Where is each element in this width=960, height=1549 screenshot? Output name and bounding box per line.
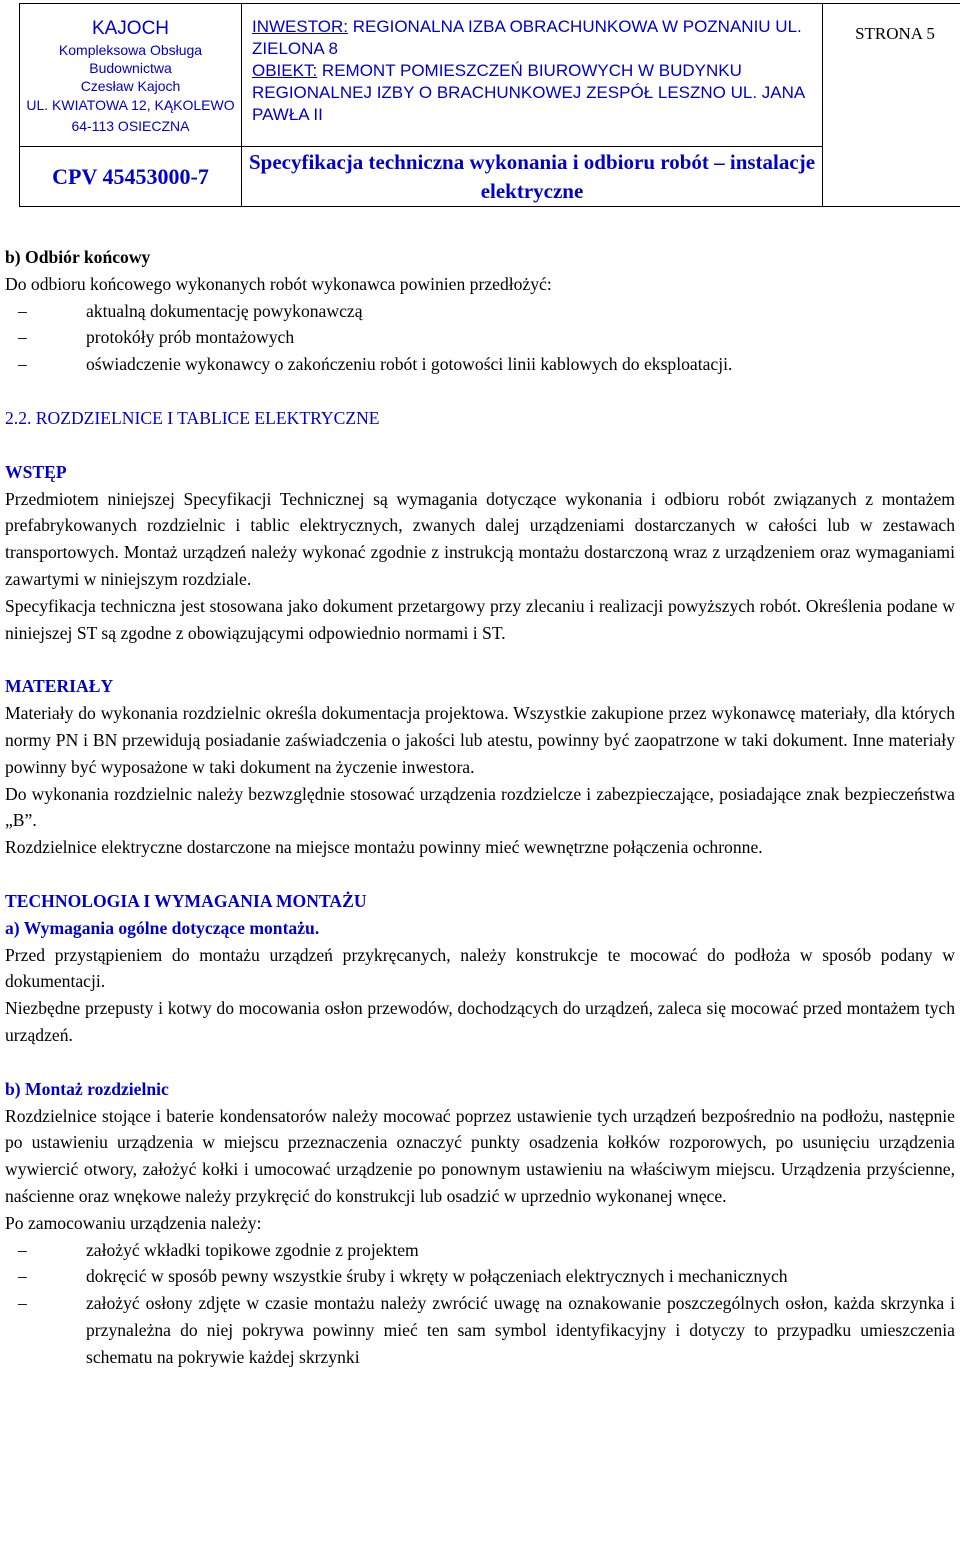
montaz-heading: b) Montaż rozdzielnic xyxy=(5,1078,169,1099)
investor-text: REGIONALNA IZBA OBRACHUNKOWA W POZNANIU UL. ZIELONA 8 xyxy=(252,17,802,58)
list-item xyxy=(5,1290,955,1370)
technologia-heading: TECHNOLOGIA I WYMAGANIA MONTAŻU xyxy=(5,890,367,911)
materialy-paragraph: Materiały do wykonania rozdzielnic określa dokumentacja projektowa. Wszystkie zakupione przez wykonawcę materiały, dla których normy PN i BN przewidują posiadanie zaświadczenia o jakości lub atestu, powinny być zaopatrzone w taki dokument. Inne materiały powinny być wyposażone w taki dokument na życzenie inwestora. xyxy=(5,703,955,777)
company-line: Kompleksowa Obsługa xyxy=(58,42,203,58)
dash-marker: – xyxy=(18,1239,27,1260)
wymagania-heading: a) Wymagania ogólne dotyczące montażu. xyxy=(5,917,320,938)
company-postcode: 64-113 OSIECZNA xyxy=(71,118,190,134)
company-info xyxy=(20,4,242,147)
dash-marker: – xyxy=(18,327,27,348)
wymagania-paragraph: Przed przystąpieniem do montażu urządzeń przykręcanych, należy konstrukcje te mocować do podłoża w sposób podany w dokumentacji. xyxy=(5,944,955,992)
materialy-heading: MATERIAŁY xyxy=(5,676,114,697)
list-item-text: założyć wkładki topikowe zgodnie z projektem xyxy=(86,1239,419,1260)
list-item-text: aktualną dokumentację powykonawczą xyxy=(86,300,363,321)
list-item-text: oświadczenie wykonawcy o zakończeniu robót i gotowości linii kablowych do eksploatacji. xyxy=(86,354,733,375)
document-body xyxy=(5,244,955,1370)
section-heading: 2.2. ROZDZIELNICE I TABLICE ELEKTRYCZNE xyxy=(5,407,380,428)
wstep-heading: WSTĘP xyxy=(5,461,67,482)
wstep-paragraph: Przedmiotem niniejszej Specyfikacji Technicznej są wymagania dotyczące wykonania i odbioru robót związanych z montażem prefabrykowanych rozdzielnic i tablic elektrycznych, zwanych dalej urządzeniami dostarczanych w całości lub w zestawach transportowych. Montaż urządzeń należy wykonać zgodnie z instrukcją montażu dostarczoną wraz z urządzeniem oraz wymaganiami zawartymi w niniejszym rozdziale. xyxy=(5,488,955,589)
company-address: UL. KWIATOWA 12, KĄKOLEWO xyxy=(26,97,235,113)
odbior-heading: b) Odbiór końcowy xyxy=(5,247,151,267)
page-number: STRONA 5 xyxy=(823,4,960,207)
investor-label: INWESTOR: xyxy=(252,17,349,36)
list-item-text: dokręcić w sposób pewny wszystkie śruby i wkręty w połączeniach elektrycznych i mechanicznych xyxy=(86,1266,788,1287)
dash-marker: – xyxy=(18,300,27,321)
company-line: Czesław Kajoch xyxy=(80,78,181,94)
spec-title: Specyfikacja techniczna wykonania i odbioru robót – instalacje elektryczne xyxy=(242,147,823,207)
list-item-text: założyć osłony zdjęte w czasie montażu należy zwrócić uwagę na oznakowanie poszczególnych osłon, każda skrzynka i przynależna do niej pokrywa powinny mieć ten sam symbol identyfikacyjny i dotyczy to przypadku umieszczenia schematu na pokrywie każdej skrzynki xyxy=(86,1293,955,1367)
wstep-paragraph: Specyfikacja techniczna jest stosowana jako dokument przetargowy przy zlecaniu i realizacji powyższych robót. Określenia podane w niniejszej ST są zgodne z obowiązującymi odpowiednio normami i ST. xyxy=(5,595,955,643)
dash-marker: – xyxy=(18,354,27,375)
object-text: REMONT POMIESZCZEŃ BIUROWYCH W BUDYNKU REGIONALNEJ IZBY O BRACHUNKOWEJ ZESPÓŁ LESZNO UL. JANA PAWŁA II xyxy=(252,61,805,124)
object-label: OBIEKT: xyxy=(252,61,318,80)
dash-marker: – xyxy=(18,1266,27,1287)
investor-info xyxy=(242,4,823,147)
cpv-code: CPV 45453000-7 xyxy=(20,147,242,207)
materialy-paragraph: Do wykonania rozdzielnic należy bezwzględnie stosować urządzenia rozdzielcze i zabezpieczające, posiadające znak bezpieczeństwa „B”. xyxy=(5,783,955,831)
object-line xyxy=(252,60,822,126)
investor-line xyxy=(252,16,822,60)
montaz-paragraph: Rozdzielnice stojące i baterie kondensatorów należy mocować poprzez ustawienie tych urządzeń bezpośrednio na podłożu, następnie po ustawieniu urządzenia w miejscu przeznaczenia oznaczyć punkty osadzenia kołków rozporowych, po usunięciu urządzenia wywiercić otwory, założyć kołki i umocować urządzenie po ponownym ustawieniu na właściwym miejscu. Urządzenia przyścienne, naścienne oraz wnękowe należy przykręcić do konstrukcji lub osadzić w uprzednio wykonanej wnęce. xyxy=(5,1105,955,1206)
list-item xyxy=(5,324,955,351)
company-name: KAJOCH xyxy=(91,18,170,39)
list-item xyxy=(5,351,955,378)
list-item xyxy=(5,1237,955,1264)
dash-marker: – xyxy=(18,1293,27,1314)
list-item xyxy=(5,1263,955,1290)
materialy-paragraph: Rozdzielnice elektryczne dostarczone na miejsce montażu powinny mieć wewnętrzne połączenia ochronne. xyxy=(5,837,763,858)
company-line: Budownictwa xyxy=(89,60,172,76)
odbior-intro: Do odbioru końcowego wykonanych robót wykonawca powinien przedłożyć: xyxy=(5,273,552,294)
wymagania-paragraph: Niezbędne przepusty i kotwy do mocowania osłon przewodów, dochodzących do urządzeń, zaleca się mocować przed montażem tych urządzeń. xyxy=(5,998,955,1045)
montaz-paragraph: Po zamocowaniu urządzenia należy: xyxy=(5,1212,262,1233)
header-table xyxy=(19,3,960,207)
list-item-text: protokóły prób montażowych xyxy=(86,327,295,348)
list-item xyxy=(5,298,955,325)
